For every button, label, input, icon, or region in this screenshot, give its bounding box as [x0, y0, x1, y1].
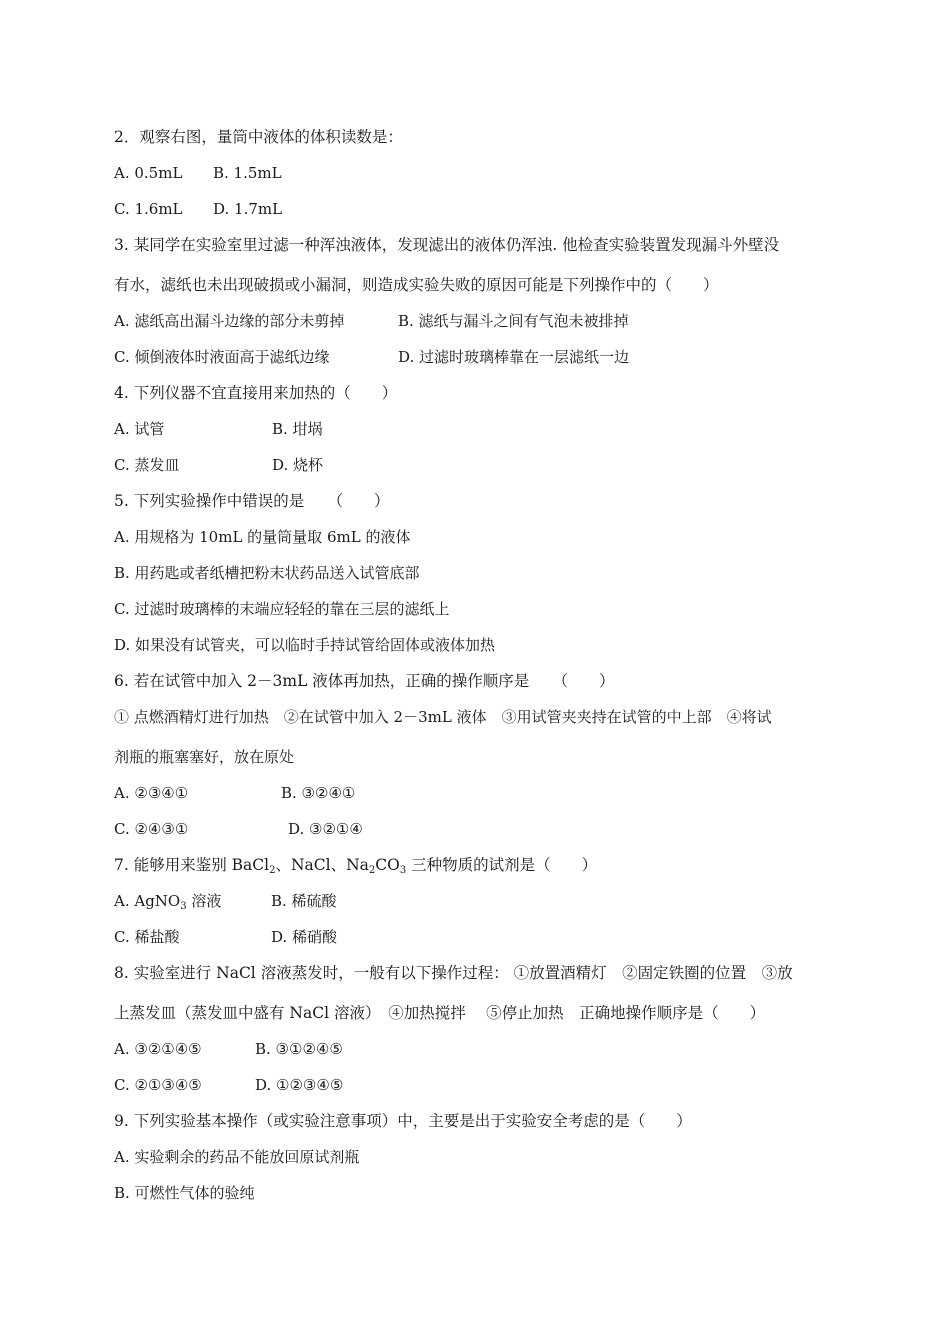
question-8-option-b: B. ③①②④⑤ — [255, 1040, 343, 1058]
question-3-option-d: D. 过滤时玻璃棒靠在一层滤纸一边 — [398, 348, 630, 366]
question-3-option-a: A. 滤纸高出漏斗边缘的部分未剪掉 — [114, 312, 345, 330]
question-8-option-a: A. ③②①④⑤ — [114, 1040, 202, 1058]
question-8-stem-line1: 8. 实验室进行 NaCl 溶液蒸发时，一般有以下操作过程： ①放置酒精灯 ②固定铁圈的位置 ③放 — [114, 964, 793, 982]
question-8-option-c: C. ②①③④⑤ — [114, 1076, 202, 1094]
question-5-option-a: A. 用规格为 10mL 的量筒量取 6mL 的液体 — [114, 528, 411, 546]
question-4-option-b: B. 坩埚 — [272, 420, 323, 438]
question-9-option-a: A. 实验剩余的药品不能放回原试剂瓶 — [114, 1148, 360, 1166]
question-4-stem: 4. 下列仪器不宜直接用来加热的（ ） — [114, 384, 398, 402]
question-5-option-d: D. 如果没有试管夹，可以临时手持试管给固体或液体加热 — [114, 636, 496, 654]
question-3-option-b: B. 滤纸与漏斗之间有气泡未被排掉 — [398, 312, 629, 330]
question-6-option-b: B. ③②④① — [281, 784, 356, 802]
question-2-option-c: C. 1.6mL — [114, 200, 183, 218]
question-7-option-b: B. 稀硫酸 — [271, 892, 337, 910]
question-3-stem-line2: 有水，滤纸也未出现破损或小漏洞，则造成实验失败的原因可能是下列操作中的（ ） — [114, 276, 719, 294]
question-6-stem: 6. 若在试管中加入 2－3mL 液体再加热，正确的操作顺序是 （ ） — [114, 672, 615, 690]
question-9-stem: 9. 下列实验基本操作（或实验注意事项）中，主要是出于实验安全考虑的是（ ） — [114, 1112, 692, 1130]
question-7-option-a: A. AgNO$_3$ 溶液 — [114, 892, 222, 912]
question-8-stem-line2: 上蒸发皿（蒸发皿中盛有 NaCl 溶液） ④加热搅拌 ⑤停止加热 正确地操作顺序是（ ） — [114, 1004, 766, 1022]
question-3-option-c: C. 倾倒液体时液面高于滤纸边缘 — [114, 348, 330, 366]
question-2-option-d: D. 1.7mL — [213, 200, 283, 218]
question-4-option-d: D. 烧杯 — [272, 456, 324, 474]
question-7-option-c: C. 稀盐酸 — [114, 928, 180, 946]
question-5-stem: 5. 下列实验操作中错误的是 （ ） — [114, 492, 390, 510]
question-6-steps-line2: 剂瓶的瓶塞塞好，放在原处 — [114, 748, 295, 766]
question-6-option-a: A. ②③④① — [114, 784, 189, 802]
question-8-option-d: D. ①②③④⑤ — [255, 1076, 344, 1094]
question-2-option-b: B. 1.5mL — [213, 164, 282, 182]
question-2-stem: 2．观察右图，量筒中液体的体积读数是： — [114, 128, 403, 146]
question-4-option-c: C. 蒸发皿 — [114, 456, 180, 474]
question-6-option-d: D. ③②①④ — [288, 820, 363, 838]
question-6-steps-line1: ① 点燃酒精灯进行加热 ②在试管中加入 2－3mL 液体 ③用试管夹夹持在试管的中上部 ④将试 — [114, 708, 772, 726]
question-4-option-a: A. 试管 — [114, 420, 165, 438]
question-5-option-c: C. 过滤时玻璃棒的末端应轻轻的靠在三层的滤纸上 — [114, 600, 450, 618]
question-5-option-b: B. 用药匙或者纸槽把粉末状药品送入试管底部 — [114, 564, 420, 582]
question-9-option-b: B. 可燃性气体的验纯 — [114, 1184, 255, 1202]
question-3-stem-line1: 3. 某同学在实验室里过滤一种浑浊液体，发现滤出的液体仍浑浊. 他检查实验装置发现漏斗外壁没 — [114, 236, 780, 254]
question-7-option-d: D. 稀硝酸 — [271, 928, 338, 946]
question-7-stem: 7. 能够用来鉴别 BaCl$_2$、NaCl、$Na_2CO_3$ 三种物质的试剂是（ ） — [114, 856, 598, 876]
question-6-option-c: C. ②④③① — [114, 820, 189, 838]
question-2-option-a: A. 0.5mL — [114, 164, 183, 182]
